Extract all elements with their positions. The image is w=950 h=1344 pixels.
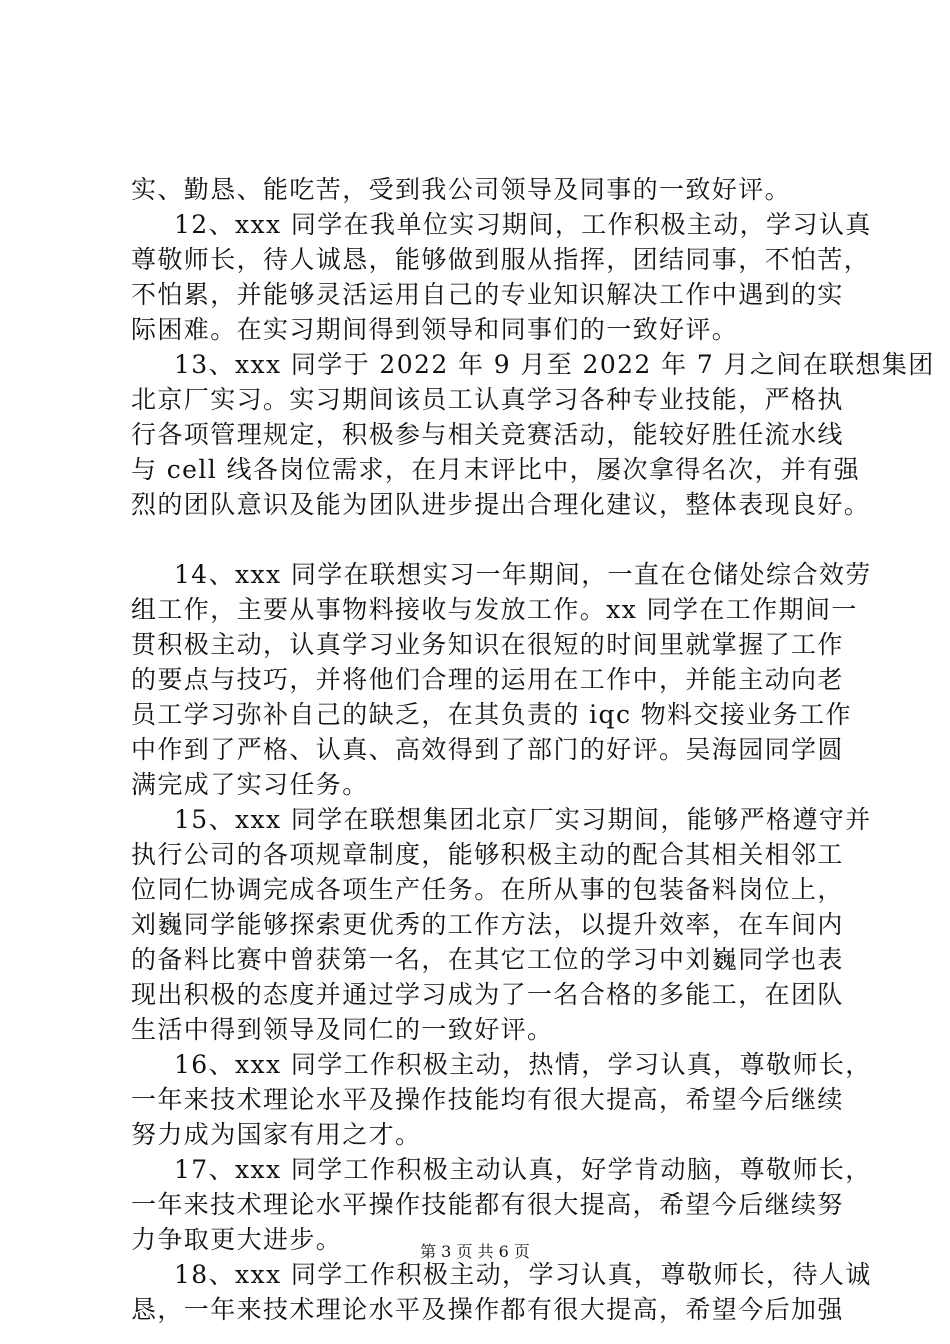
- text-line: 际困难。在实习期间得到领导和同事们的一致好评。: [131, 315, 739, 344]
- text-line: 组工作，主要从事物料接收与发放工作。xx 同学在工作期间一: [131, 595, 858, 624]
- text-line: 烈的团队意识及能为团队进步提出合理化建议，整体表现良好。: [131, 490, 871, 519]
- text-line: 现出积极的态度并通过学习成为了一名合格的多能工，在团队: [131, 980, 844, 1009]
- text-line: 14、xxx 同学在联想实习一年期间，一直在仓储处综合效劳: [174, 560, 872, 589]
- text-line: 北京厂实习。实习期间该员工认真学习各种专业技能，严格执: [131, 385, 844, 414]
- text-line: 力争取更大进步。: [131, 1225, 343, 1254]
- text-line: 18、xxx 同学工作积极主动，学习认真，尊敬师长，待人诚: [174, 1260, 872, 1289]
- text-line: 努力成为国家有用之才。: [131, 1120, 422, 1149]
- text-line: 刘巍同学能够探索更优秀的工作方法，以提升效率，在车间内: [131, 910, 844, 939]
- text-line: 满完成了实习任务。: [131, 770, 369, 799]
- text-line: 的备料比赛中曾获第一名，在其它工位的学习中刘巍同学也表: [131, 945, 844, 974]
- text-line: 实、勤恳、能吃苦，受到我公司领导及同事的一致好评。: [131, 175, 792, 204]
- text-line: 贯积极主动，认真学习业务知识在很短的时间里就掌握了工作: [131, 630, 844, 659]
- text-line: 恳，一年来技术理论水平及操作都有很大提高，希望今后加强: [131, 1295, 844, 1324]
- document-body: [131, 172, 935, 1327]
- text-line: 行各项管理规定，积极参与相关竞赛活动，能较好胜任流水线: [131, 420, 844, 449]
- text-line: 生活中得到领导及同仁的一致好评。: [131, 1015, 554, 1044]
- text-line: 一年来技术理论水平及操作技能均有很大提高，希望今后继续: [131, 1085, 844, 1114]
- text-line: 位同仁协调完成各项生产任务。在所从事的包装备料岗位上，: [131, 875, 844, 904]
- text-line: 15、xxx 同学在联想集团北京厂实习期间，能够严格遵守并: [174, 805, 872, 834]
- text-line: 员工学习弥补自己的缺乏，在其负责的 iqc 物料交接业务工作: [131, 700, 852, 729]
- text-line: 不怕累，并能够灵活运用自己的专业知识解决工作中遇到的实: [131, 280, 844, 309]
- text-line: 13、xxx 同学于 2022 年 9 月至 2022 年 7 月之间在联想集团: [174, 350, 935, 379]
- text-line: 与 cell 线各岗位需求，在月末评比中，屡次拿得名次，并有强: [131, 455, 861, 484]
- paragraph-gap: [131, 522, 851, 557]
- text-line: 17、xxx 同学工作积极主动认真，好学肯动脑，尊敬师长，: [174, 1155, 872, 1184]
- text-line: 16、xxx 同学工作积极主动，热情，学习认真，尊敬师长，: [174, 1050, 872, 1079]
- page-footer: 第 3 页 共 6 页: [420, 1242, 530, 1261]
- text-line: 的要点与技巧，并将他们合理的运用在工作中，并能主动向老: [131, 665, 844, 694]
- text-line: 一年来技术理论水平操作技能都有很大提高，希望今后继续努: [131, 1190, 844, 1219]
- text-line: 12、xxx 同学在我单位实习期间，工作积极主动，学习认真: [174, 210, 872, 239]
- text-line: 中作到了严格、认真、高效得到了部门的好评。吴海园同学圆: [131, 735, 844, 764]
- text-line: 尊敬师长，待人诚恳，能够做到服从指挥，团结同事，不怕苦，: [131, 245, 871, 274]
- text-line: 执行公司的各项规章制度，能够积极主动的配合其相关相邻工: [131, 840, 844, 869]
